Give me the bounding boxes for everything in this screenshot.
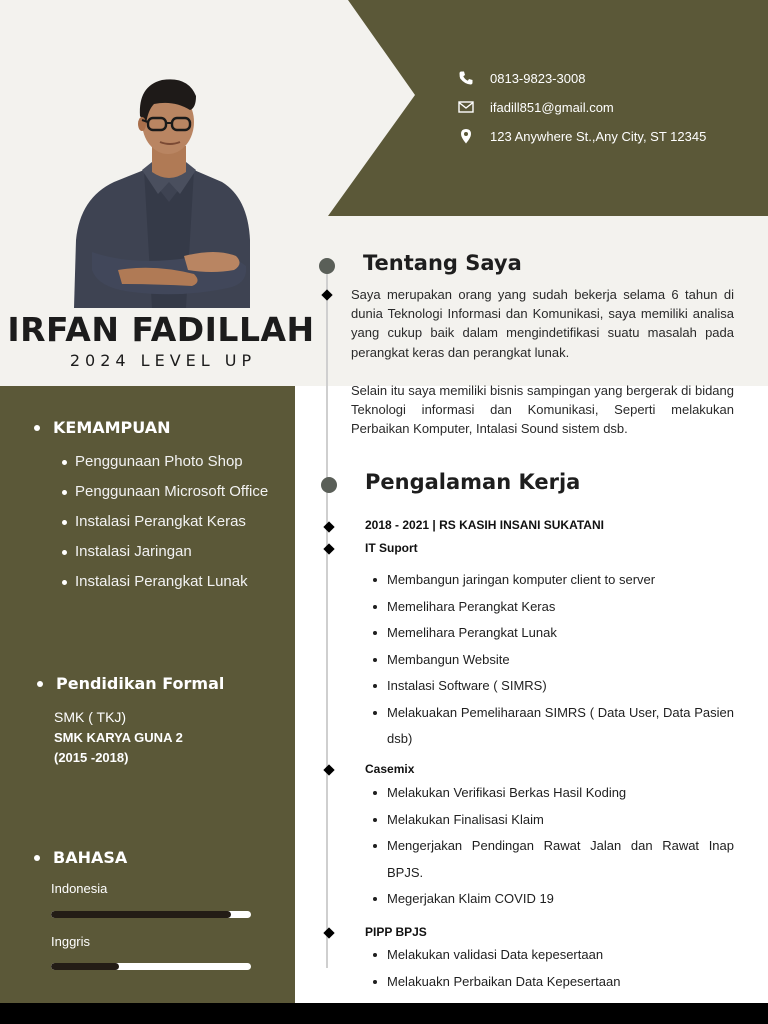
language-heading: BAHASA	[53, 848, 128, 867]
list-item: Penggunaan Microsoft Office	[62, 477, 284, 507]
role-title: PIPP BPJS	[365, 925, 427, 939]
list-item: Penggunaan Photo Shop	[62, 447, 284, 477]
subtitle: 2024 LEVEL UP	[69, 351, 257, 370]
mail-icon	[458, 99, 474, 115]
address: 123 Anywhere St.,Any City, ST 12345	[490, 128, 707, 144]
about-paragraph: Selain itu saya memiliki bisnis sampingan yang bergerak di bidang Teknologi informasi dan Komunikasi, Seperti melakukan Perbaikan Komputer, Intalasi Sound sistem dsb.	[351, 383, 734, 437]
phone-number: 0813-9823-3008	[490, 70, 586, 86]
list-item: Melakuakan Pemeliharaan SIMRS ( Data User, Data Pasien dsb)	[373, 700, 734, 753]
role-tasks	[373, 942, 734, 995]
list-item: Instalasi Perangkat Keras	[62, 507, 284, 537]
location-pin-icon	[458, 128, 474, 144]
skills-heading: KEMAMPUAN	[53, 418, 171, 437]
role-title: IT Suport	[365, 541, 418, 555]
timeline-dot	[321, 477, 337, 493]
contact-address	[458, 126, 706, 146]
language-level-fill	[51, 963, 119, 970]
list-item: Membangun jaringan komputer client to server	[373, 567, 734, 594]
phone-icon	[458, 70, 474, 86]
role-tasks	[373, 567, 734, 753]
full-name: IRFAN FADILLAH	[7, 310, 315, 349]
language-level-bar	[51, 911, 251, 918]
job-header: 2018 - 2021 | RS KASIH INSANI SUKATANI	[365, 518, 604, 532]
education-section	[37, 674, 224, 693]
list-item: Melakukan Finalisasi Klaim	[373, 807, 734, 834]
contact-phone[interactable]	[458, 68, 585, 88]
bullet	[34, 425, 40, 431]
education-major: SMK ( TKJ)	[54, 709, 127, 725]
about-heading: Tentang Saya	[363, 251, 522, 275]
language-name: Indonesia	[51, 881, 108, 896]
list-item: Melakukan validasi Data kepesertaan	[373, 942, 734, 969]
skills-section	[34, 418, 171, 437]
about-paragraph: Saya merupakan orang yang sudah bekerja selama 6 tahun di dunia Teknologi Informasi dan Komunikasi, saya memiliki analisa yang cukup baik dalam mengindetifikasi suatu masalah pada perangkat keras dan perangkat lunak.	[351, 287, 734, 360]
list-item: Instalasi Jaringan	[62, 537, 284, 567]
list-item: Instalasi Software ( SIMRS)	[373, 673, 734, 700]
skills-list	[62, 447, 284, 597]
list-item: Megerjakan Klaim COVID 19	[373, 886, 734, 913]
profile-photo	[62, 70, 262, 310]
bullet	[37, 681, 43, 687]
education-years: (2015 -2018)	[54, 750, 129, 765]
list-item: Membangun Website	[373, 647, 734, 674]
bottom-bar	[0, 1003, 768, 1024]
role-title: Casemix	[365, 762, 415, 776]
list-item: Mengerjakan Pendingan Rawat Jalan dan Rawat Inap BPJS.	[373, 833, 734, 886]
timeline-line	[326, 262, 328, 968]
language-level-bar	[51, 963, 251, 970]
contact-email[interactable]	[458, 97, 614, 117]
education-school: SMK KARYA GUNA 2	[54, 730, 183, 745]
bullet	[34, 855, 40, 861]
role-tasks	[373, 780, 734, 913]
language-level-fill	[51, 911, 231, 918]
language-name: Inggris	[51, 934, 91, 949]
education-heading: Pendidikan Formal	[56, 674, 225, 693]
timeline-dot	[319, 258, 335, 274]
language-section	[34, 848, 127, 867]
experience-heading: Pengalaman Kerja	[365, 470, 581, 494]
email-address: ifadill851@gmail.com	[490, 99, 614, 115]
list-item: Instalasi Perangkat Lunak	[62, 567, 284, 597]
list-item: Melakuakn Perbaikan Data Kepesertaan	[373, 969, 734, 996]
list-item: Memelihara Perangkat Keras	[373, 594, 734, 621]
list-item: Melakukan Verifikasi Berkas Hasil Koding	[373, 780, 734, 807]
list-item: Memelihara Perangkat Lunak	[373, 620, 734, 647]
